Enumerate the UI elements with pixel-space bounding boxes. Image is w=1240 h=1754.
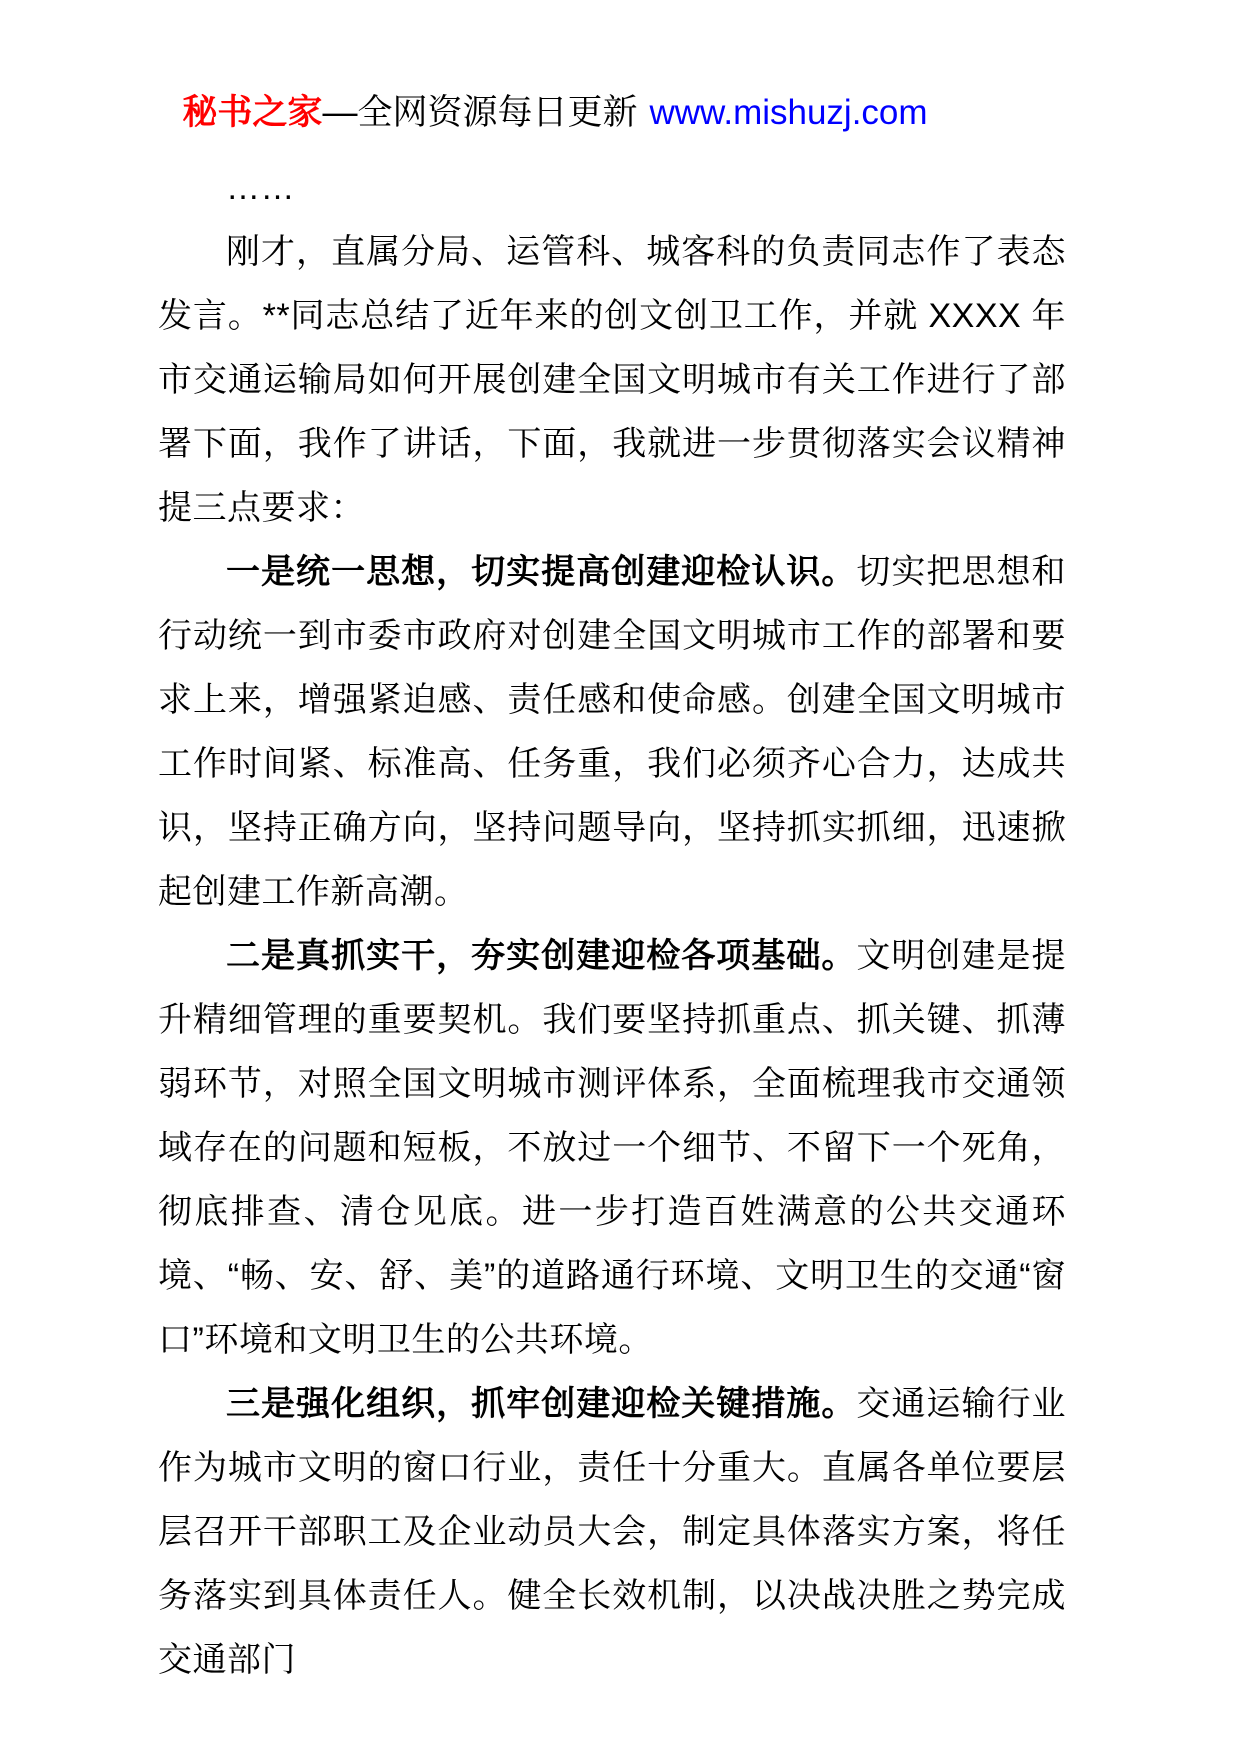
paragraph-point-two <box>158 924 1066 1372</box>
document-body <box>158 156 1066 1692</box>
paragraph-text: 交通运输行业作为城市文明的窗口行业，责任十分重大。直属各单位要层层召开干部职工及企业动员大会，制定具体落实方案，将任务落实到具体责任人。健全长效机制，以决战决胜之势完成交通部门 <box>158 1385 1066 1679</box>
paragraph-text: 刚才，直属分局、运管科、城客科的负责同志作了表态发言。**同志总结了近年来的创文创卫工作，并就 XXXX 年市交通运输局如何开展创建全国文明城市有关工作进行了部署下面，我作了讲话，下面，我就进一步贯彻落实会议精神提三点要求： <box>158 233 1066 527</box>
paragraph-point-one <box>158 540 1066 924</box>
paragraph-text: 切实把思想和行动统一到市委市政府对创建全国文明城市工作的部署和要求上来，增强紧迫感、责任感和使命感。创建全国文明城市工作时间紧、标准高、任务重，我们必须齐心合力，达成共识，坚持正确方向，坚持问题导向，坚持抓实抓细，迅速掀起创建工作新高潮。 <box>158 553 1066 911</box>
site-url-link[interactable]: www.mishuzj.com <box>649 93 928 132</box>
ellipsis-line: …… <box>226 169 295 207</box>
paragraph-point-three <box>158 1372 1066 1692</box>
site-header <box>0 0 1240 138</box>
paragraph-lead: 一是统一思想，切实提高创建迎检认识。 <box>226 553 857 591</box>
paragraph-lead: 二是真抓实干，夯实创建迎检各项基础。 <box>226 937 857 975</box>
site-tagline: —全网资源每日更新 <box>322 93 638 132</box>
site-brand: 秘书之家 <box>182 93 323 132</box>
paragraph-lead: 三是强化组织，抓牢创建迎检关键措施。 <box>226 1385 857 1423</box>
paragraph-text: 文明创建是提升精细管理的重要契机。我们要坚持抓重点、抓关键、抓薄弱环节，对照全国文明城市测评体系，全面梳理我市交通领域存在的问题和短板，不放过一个细节、不留下一个死角，彻底排查、清仓见底。进一步打造百姓满意的公共交通环境、“畅、安、舒、美”的道路通行环境、文明卫生的交通“窗口”环境和文明卫生的公共环境。 <box>158 937 1066 1359</box>
paragraph-intro <box>158 220 1066 540</box>
